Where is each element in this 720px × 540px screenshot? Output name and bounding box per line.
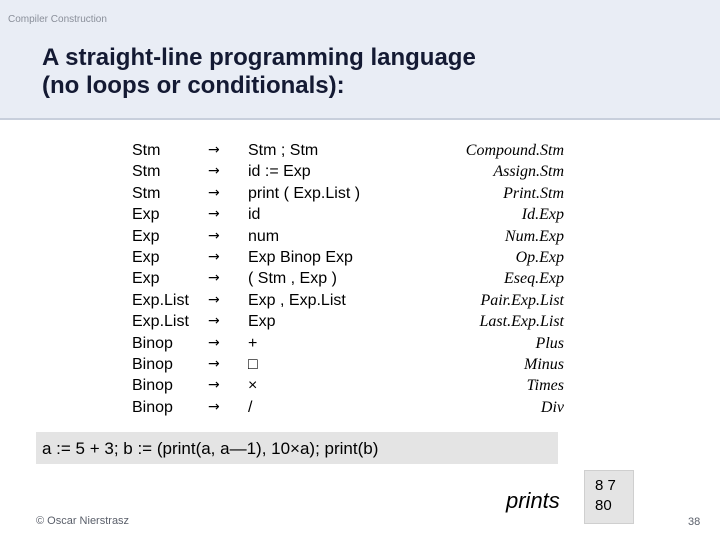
arrow-icon: → [208,355,220,372]
grammar-constructor-column [432,140,564,418]
grammar-constructor: Print.Stm [503,184,564,202]
arrow-icon: → [208,334,220,351]
arrow-icon: → [208,398,220,415]
grammar-rhs: □ [248,355,258,373]
grammar-rhs: num [248,227,280,245]
arrow-icon: → [208,184,220,201]
grammar-lhs: Binop [132,398,173,416]
grammar-rhs: Stm ; Stm [248,142,319,159]
header-divider [0,118,720,120]
grammar-constructor: Div [540,398,564,416]
slide-title: A straight-line programming language (no loops or conditionals): [42,44,476,99]
grammar-rhs: id [248,206,261,224]
arrow-icon: → [208,142,220,158]
arrow-icon: → [208,313,220,330]
output-box [584,470,634,524]
footer-author: © Oscar Nierstrasz [36,515,130,527]
grammar-constructor: Minus [524,355,564,373]
grammar-rhs: print ( Exp.List ) [248,184,361,202]
grammar-lhs: Exp.List [132,291,189,309]
grammar-constructor: Assign.Stm [493,163,564,181]
arrow-icon: → [208,248,220,265]
prints-label: prints [506,488,560,513]
grammar-lhs: Binop [132,355,173,373]
grammar-rhs: Exp , Exp.List [248,291,346,309]
grammar-constructor: Last.Exp.List [479,313,564,331]
grammar-rhs: ( Stm , Exp ) [248,270,337,288]
grammar-lhs: Stm [132,142,161,159]
grammar-arrow-column [208,140,228,418]
grammar-lhs: Exp [132,270,160,288]
grammar-lhs: Exp [132,248,160,266]
grammar-constructor: Times [526,377,564,395]
example-program: a := 5 + 3; b := (print(a, a—1), 10×a); print(b) [42,439,379,458]
grammar-lhs: Binop [132,377,173,395]
arrow-icon: → [208,163,220,180]
output-line: 8 7 [595,477,616,494]
grammar-lhs: Exp.List [132,313,189,331]
arrow-icon: → [208,291,220,308]
grammar-constructor: Pair.Exp.List [480,291,564,309]
grammar-rhs: Exp [248,313,276,331]
grammar-rhs: + [248,334,258,352]
grammar-rhs: / [248,398,253,416]
page-number: 38 [688,516,701,528]
grammar-lhs: Binop [132,334,173,352]
grammar-rhs: Exp Binop Exp [248,248,353,266]
grammar-constructor: Op.Exp [515,248,564,266]
grammar-constructor: Compound.Stm [465,142,564,159]
arrow-icon: → [208,270,220,287]
grammar-lhs-column [132,140,202,418]
grammar-constructor: Id.Exp [521,206,564,224]
grammar-rhs-column [248,140,448,418]
grammar-rhs: × [248,377,258,395]
grammar-rhs: id := Exp [248,163,311,181]
grammar-lhs: Exp [132,206,160,224]
output-line: 80 [595,497,612,514]
grammar-constructor: Plus [535,334,564,352]
arrow-icon: → [208,206,220,223]
course-name: Compiler Construction [8,14,107,25]
example-program-box [36,432,558,464]
grammar-lhs: Stm [132,163,161,181]
arrow-icon: → [208,227,220,244]
grammar-constructor: Num.Exp [504,227,564,245]
grammar-lhs: Exp [132,227,160,245]
grammar-lhs: Stm [132,184,161,202]
grammar-constructor: Eseq.Exp [504,270,564,288]
arrow-icon: → [208,377,220,394]
